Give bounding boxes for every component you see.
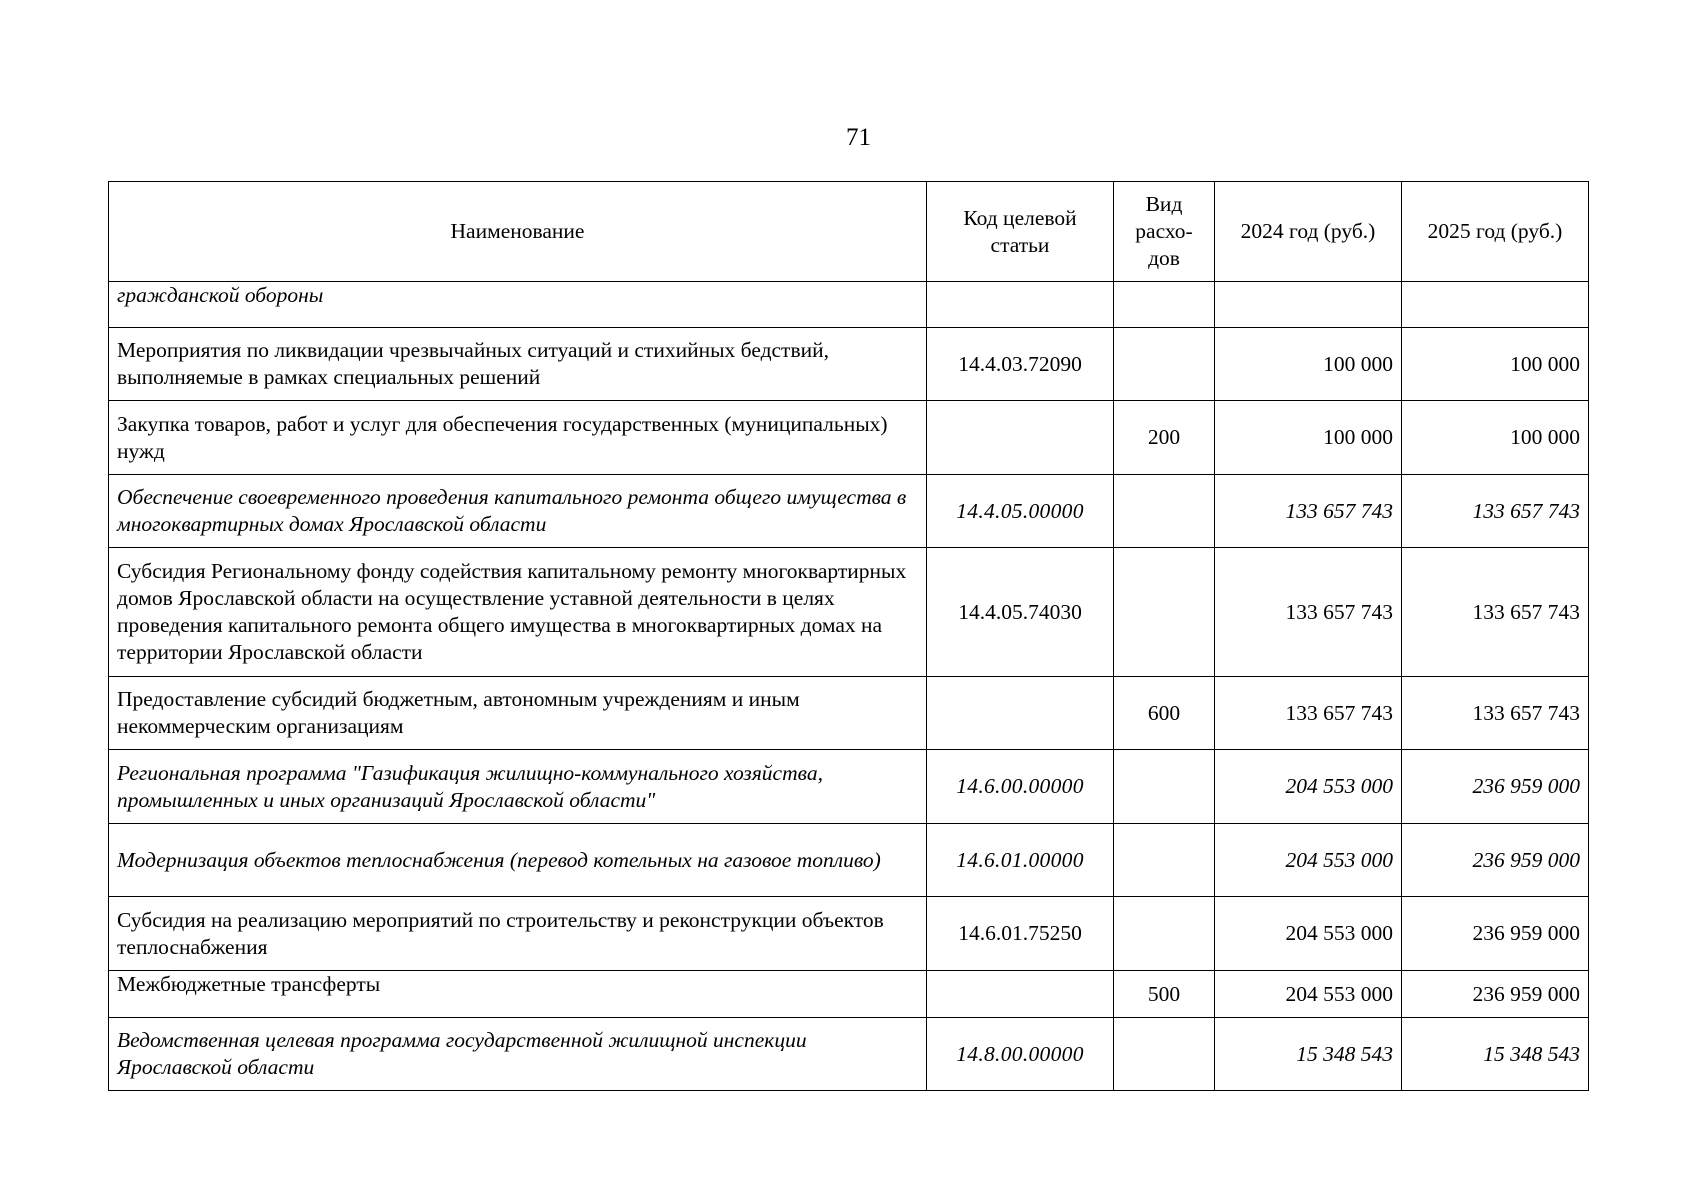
row-type: 500 [1114,971,1215,1018]
row-2025 [1402,282,1589,328]
row-name: Ведомственная целевая программа государственной жилищной инспекции Ярославской области [109,1018,927,1091]
row-2025: 236 959 000 [1402,824,1589,897]
table-row [109,677,1589,750]
row-2024: 204 553 000 [1215,750,1402,824]
row-code [927,401,1114,475]
header-2025: 2025 год (руб.) [1402,182,1589,282]
row-2024: 133 657 743 [1215,677,1402,750]
row-code [927,971,1114,1018]
table-row [109,328,1589,401]
row-type [1114,282,1215,328]
page-number: 71 [846,124,871,151]
table-row [109,282,1589,328]
table-row [109,548,1589,677]
row-2025: 100 000 [1402,328,1589,401]
header-name: Наименование [109,182,927,282]
row-2025: 15 348 543 [1402,1018,1589,1091]
budget-table [108,181,1589,1091]
row-type [1114,824,1215,897]
row-2024: 204 553 000 [1215,971,1402,1018]
table-row [109,971,1589,1018]
row-name: Субсидия Региональному фонду содействия капитальному ремонту многоквартирных домов Ярославской области на осуществление уставной деятельности в целях проведения капитального ремонта общего имущества в многоквартирных домах на территории Ярославской области [109,548,927,677]
row-name: Обеспечение своевременного проведения капитального ремонта общего имущества в многоквартирных домах Ярославской области [109,475,927,548]
row-code: 14.6.00.00000 [927,750,1114,824]
row-code: 14.4.05.00000 [927,475,1114,548]
table-row [109,897,1589,971]
table-row [109,1018,1589,1091]
table-row [109,475,1589,548]
row-2024: 133 657 743 [1215,548,1402,677]
row-type [1114,328,1215,401]
row-type: 600 [1114,677,1215,750]
row-type [1114,475,1215,548]
row-type [1114,1018,1215,1091]
row-type [1114,897,1215,971]
row-name: Региональная программа "Газификация жилищно-коммунального хозяйства, промышленных и иных организаций Ярославской области" [109,750,927,824]
row-2024: 100 000 [1215,401,1402,475]
row-code: 14.6.01.75250 [927,897,1114,971]
header-code: Код целевой статьи [927,182,1114,282]
row-2025: 236 959 000 [1402,897,1589,971]
header-type: Вид расхо-дов [1114,182,1215,282]
row-code: 14.8.00.00000 [927,1018,1114,1091]
row-name: Межбюджетные трансферты [109,971,927,1018]
table-row [109,824,1589,897]
row-2025: 236 959 000 [1402,971,1589,1018]
row-2024 [1215,282,1402,328]
row-code: 14.6.01.00000 [927,824,1114,897]
row-type [1114,548,1215,677]
row-2025: 236 959 000 [1402,750,1589,824]
row-2025: 133 657 743 [1402,548,1589,677]
row-code: 14.4.05.74030 [927,548,1114,677]
row-2024: 100 000 [1215,328,1402,401]
row-2024: 133 657 743 [1215,475,1402,548]
row-name: Субсидия на реализацию мероприятий по строительству и реконструкции объектов теплоснабжения [109,897,927,971]
header-2024: 2024 год (руб.) [1215,182,1402,282]
row-name: Предоставление субсидий бюджетным, автономным учреждениям и иным некоммерческим организациям [109,677,927,750]
row-code [927,282,1114,328]
row-type [1114,750,1215,824]
row-2024: 204 553 000 [1215,897,1402,971]
row-2024: 15 348 543 [1215,1018,1402,1091]
row-name: Модернизация объектов теплоснабжения (перевод котельных на газовое топливо) [109,824,927,897]
row-2024: 204 553 000 [1215,824,1402,897]
row-code: 14.4.03.72090 [927,328,1114,401]
table-row [109,750,1589,824]
row-type: 200 [1114,401,1215,475]
row-name: Мероприятия по ликвидации чрезвычайных ситуаций и стихийных бедствий, выполняемые в рамках специальных решений [109,328,927,401]
row-2025: 133 657 743 [1402,677,1589,750]
row-name: гражданской обороны [109,282,927,328]
row-name: Закупка товаров, работ и услуг для обеспечения государственных (муниципальных) нужд [109,401,927,475]
row-2025: 133 657 743 [1402,475,1589,548]
row-2025: 100 000 [1402,401,1589,475]
table-row [109,401,1589,475]
row-code [927,677,1114,750]
table-header-row [109,182,1589,282]
